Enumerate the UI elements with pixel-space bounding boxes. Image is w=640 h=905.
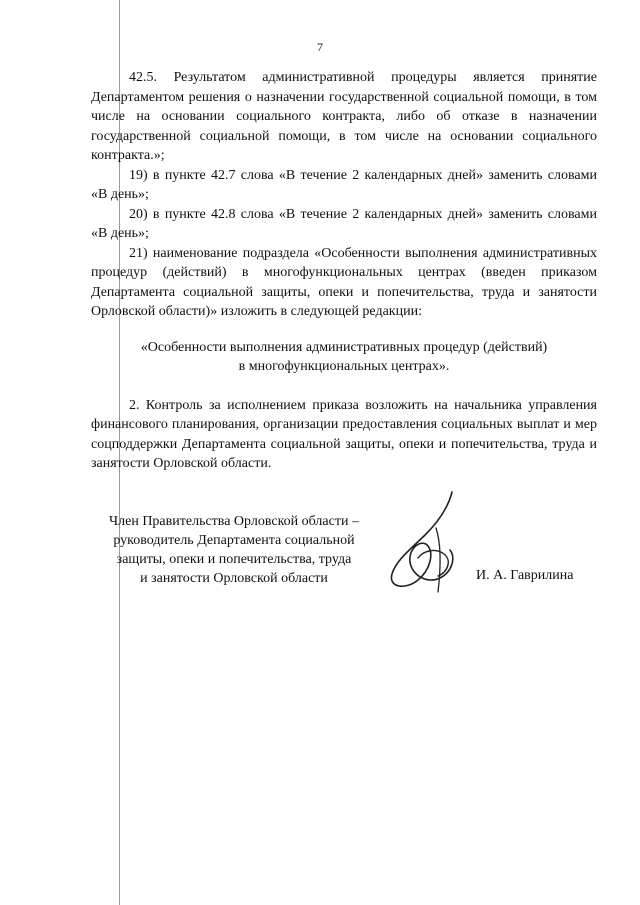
signatory-name: И. А. Гаврилина [476,568,574,583]
page-number: 7 [317,40,323,54]
paragraph-item-19: 19) в пункте 42.7 слова «В течение 2 календарных дней» заменить словами «В день»; [91,167,597,202]
signatory-position-line: руководитель Департамента социальной [113,533,355,548]
signatory-position-line: и занятости Орловской области [140,571,328,586]
paragraph-item-21: 21) наименование подраздела «Особенности выполнения административных процедур (действий) в многофункциональных центрах (введен приказом Департамента социальной защиты, опеки и попечительства, труда и занятости Орловской области)» изложить в следующей редакции: [91,245,597,319]
signatory-position [84,512,384,588]
paragraph-control: 2. Контроль за исполнением приказа возложить на начальника управления финансового планирования, организации предоставления социальных выплат и мер соцподдержки Департамента социальной защиты, опеки и попечительства, труда и занятости Орловской области. [91,397,597,471]
subsection-heading-line-2: в многофункциональных центрах». [238,358,450,374]
paragraph-item-20: 20) в пункте 42.8 слова «В течение 2 календарных дней» заменить словами «В день»; [91,206,597,241]
document-body [91,68,597,474]
handwritten-signature [378,488,478,598]
subsection-heading-line-1: «Особенности выполнения административных процедур (действий) [140,339,548,355]
subsection-heading [91,338,597,376]
paragraph-42-5: 42.5. Результатом административной процедуры является принятие Департаментом решения о назначении государственной социальной помощи, в том числе на основании социального контракта, либо об отказе в назначении государственной социальной помощи, в том числе на основании социального контракта.»; [91,70,597,163]
signatory-position-line: Член Правительства Орловской области – [109,514,359,529]
signatory-position-line: защиты, опеки и попечительства, труда [116,552,352,567]
